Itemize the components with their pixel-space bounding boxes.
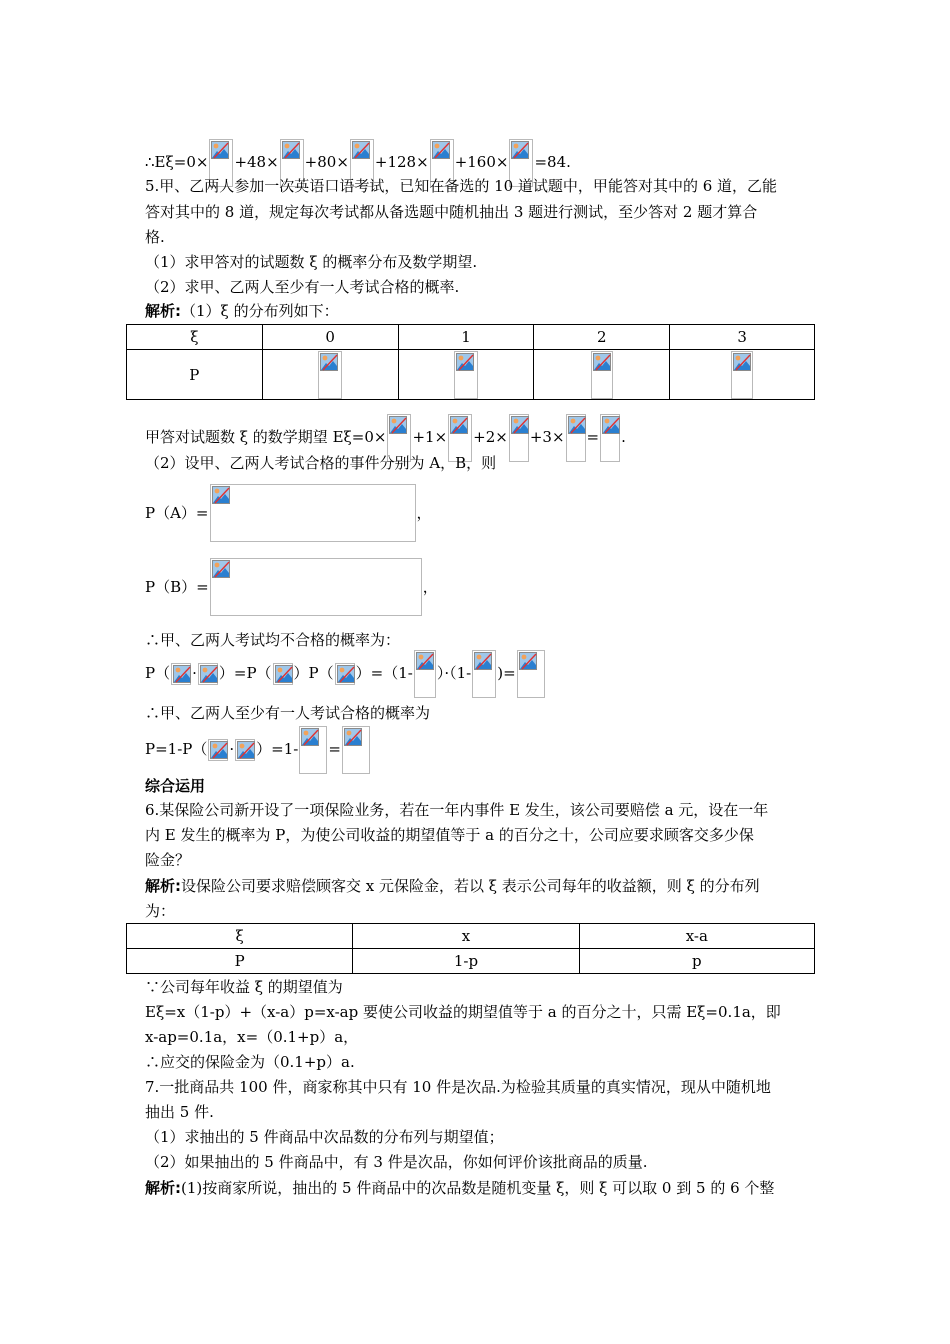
formula-image	[600, 414, 620, 462]
table-cell	[262, 350, 398, 400]
pfinal-line: P=1-P（ · ）=1- =	[145, 726, 371, 774]
q6-line-7: ∴应交的保险金为（0.1+p）a.	[145, 1053, 355, 1071]
table-cell: ξ	[127, 325, 263, 350]
broken-image-icon	[519, 652, 537, 670]
table-cell: 3	[670, 325, 815, 350]
q5-sub-1: （1）求甲答对的试题数 ξ 的概率分布及数学期望.	[145, 253, 478, 271]
q7-sub-2: （2）如果抽出的 5 件商品中，有 3 件是次品，你如何评价该批商品的质量.	[145, 1153, 648, 1171]
formula-image	[591, 351, 613, 399]
table-cell: 1	[398, 325, 534, 350]
broken-image-icon	[568, 416, 586, 434]
q5-part-2: （2）设甲、乙两人考试合格的事件分别为 A，B，则	[145, 454, 497, 472]
formula-image	[454, 351, 478, 399]
q6-line-5: Eξ=x（1-p）+（x-a）p=x-ap 要使公司收益的期望值等于 a 的百分之十，只需 Eξ=0.1a，即	[145, 1003, 781, 1021]
table-cell: P	[127, 350, 263, 400]
broken-image-icon	[275, 665, 293, 683]
table-cell	[670, 350, 815, 400]
broken-image-icon	[511, 141, 529, 159]
table-cell: 0	[262, 325, 398, 350]
formula-image	[273, 663, 293, 685]
formula-image	[171, 663, 191, 685]
formula-image	[731, 351, 753, 399]
broken-image-icon	[237, 741, 255, 759]
table-cell: ξ	[127, 924, 353, 949]
table-cell: 2	[534, 325, 670, 350]
broken-image-icon	[210, 741, 228, 759]
q6-line-4: ∵公司每年收益 ξ 的期望值为	[145, 978, 343, 996]
broken-image-icon	[282, 141, 300, 159]
formula-image	[210, 484, 416, 542]
q6-analysis-2: 为：	[145, 902, 176, 920]
section-heading: 综合运用	[145, 777, 206, 795]
broken-image-icon	[200, 665, 218, 683]
broken-image-icon	[173, 665, 191, 683]
formula-image	[318, 351, 342, 399]
formula-image	[210, 558, 422, 616]
broken-image-icon	[212, 560, 230, 578]
atleast-line: ∴甲、乙两人至少有一人考试合格的概率为	[145, 704, 431, 722]
analysis-label: 解析:	[145, 1179, 181, 1197]
q6-line-1: 6.某保险公司新开设了一项保险业务，若在一年内事件 E 发生，该公司要赔偿 a 元，设在一年	[145, 801, 769, 819]
formula-image	[335, 663, 355, 685]
formula-image	[342, 726, 370, 774]
table-cell: p	[579, 949, 814, 974]
formula-image	[509, 414, 529, 462]
broken-image-icon	[416, 652, 434, 670]
q6-line-2: 内 E 发生的概率为 P，为使公司收益的期望值等于 a 的百分之十，公司应要求顾客交多少保	[145, 826, 754, 844]
broken-image-icon	[212, 486, 230, 504]
q6-analysis: 解析:设保险公司要求赔偿顾客交 x 元保险金，若以 ξ 表示公司每年的收益额，则 ξ 的分布列	[145, 877, 760, 895]
expectation-line-1: ∴Eξ=0× +48× +80× +128× +160× =84.	[145, 139, 571, 187]
q6-distribution-table	[126, 923, 815, 974]
table-cell	[398, 350, 534, 400]
q7-line-1: 7.一批商品共 100 件，商家称其中只有 10 件是次品.为检验其质量的真实情况，现从中随机地	[145, 1078, 771, 1096]
q5-sub-2: （2）求甲、乙两人至少有一人考试合格的概率.	[145, 278, 460, 296]
q6-line-6: x-ap=0.1a，x=（0.1+p）a，	[145, 1028, 359, 1046]
broken-image-icon	[511, 416, 529, 434]
q5-line-2: 答对其中的 8 道，规定每次考试都从备选题中随机抽出 3 题进行测试，至少答对 2 题才算合	[145, 203, 758, 221]
formula-image	[414, 650, 436, 698]
broken-image-icon	[211, 141, 229, 159]
broken-image-icon	[733, 353, 751, 371]
broken-image-icon	[456, 353, 474, 371]
formula-image	[235, 739, 255, 761]
q5-line-1: 5.甲、乙两人参加一次英语口语考试，已知在备选的 10 道试题中，甲能答对其中的 6 道，乙能	[145, 177, 778, 195]
analysis-label: 解析:	[145, 302, 181, 320]
broken-image-icon	[352, 141, 370, 159]
broken-image-icon	[301, 728, 319, 746]
pb-line: P（B）= ，	[145, 558, 438, 616]
pa-line: P（A）= ，	[145, 484, 432, 542]
formula-image	[566, 414, 586, 462]
broken-image-icon	[389, 416, 407, 434]
q5-line-3: 格.	[145, 228, 165, 246]
table-cell: 1-p	[353, 949, 579, 974]
formula-image	[517, 650, 545, 698]
formula-image	[299, 726, 327, 774]
formula-image	[208, 739, 228, 761]
table-cell: x	[353, 924, 579, 949]
table-cell: x-a	[579, 924, 814, 949]
analysis-label: 解析:	[145, 877, 181, 895]
both-fail-line: ∴甲、乙两人考试均不合格的概率为：	[145, 631, 401, 649]
formula-image	[198, 663, 218, 685]
q5-distribution-table	[126, 324, 815, 400]
q5-analysis: 解析:（1）ξ 的分布列如下：	[145, 302, 339, 320]
broken-image-icon	[602, 416, 620, 434]
broken-image-icon	[344, 728, 362, 746]
table-cell: P	[127, 949, 353, 974]
q6-line-3: 险金？	[145, 851, 191, 869]
q7-analysis: 解析:(1)按商家所说，抽出的 5 件商品中的次品数是随机变量 ξ，则 ξ 可以取 0 到 5 的 6 个整	[145, 1179, 775, 1197]
q5-expectation: 甲答对试题数 ξ 的数学期望 Eξ=0× +1× +2× +3× = .	[145, 414, 626, 462]
broken-image-icon	[337, 665, 355, 683]
q7-sub-1: （1）求抽出的 5 件商品中次品数的分布列与期望值；	[145, 1128, 504, 1146]
broken-image-icon	[432, 141, 450, 159]
broken-image-icon	[320, 353, 338, 371]
broken-image-icon	[593, 353, 611, 371]
broken-image-icon	[450, 416, 468, 434]
q7-line-2: 抽出 5 件.	[145, 1103, 214, 1121]
pfail-line: P（ · ）=P（ ）P（ ）=（1- ）·（1- )=	[145, 650, 546, 698]
table-cell	[534, 350, 670, 400]
broken-image-icon	[474, 652, 492, 670]
formula-image	[472, 650, 496, 698]
